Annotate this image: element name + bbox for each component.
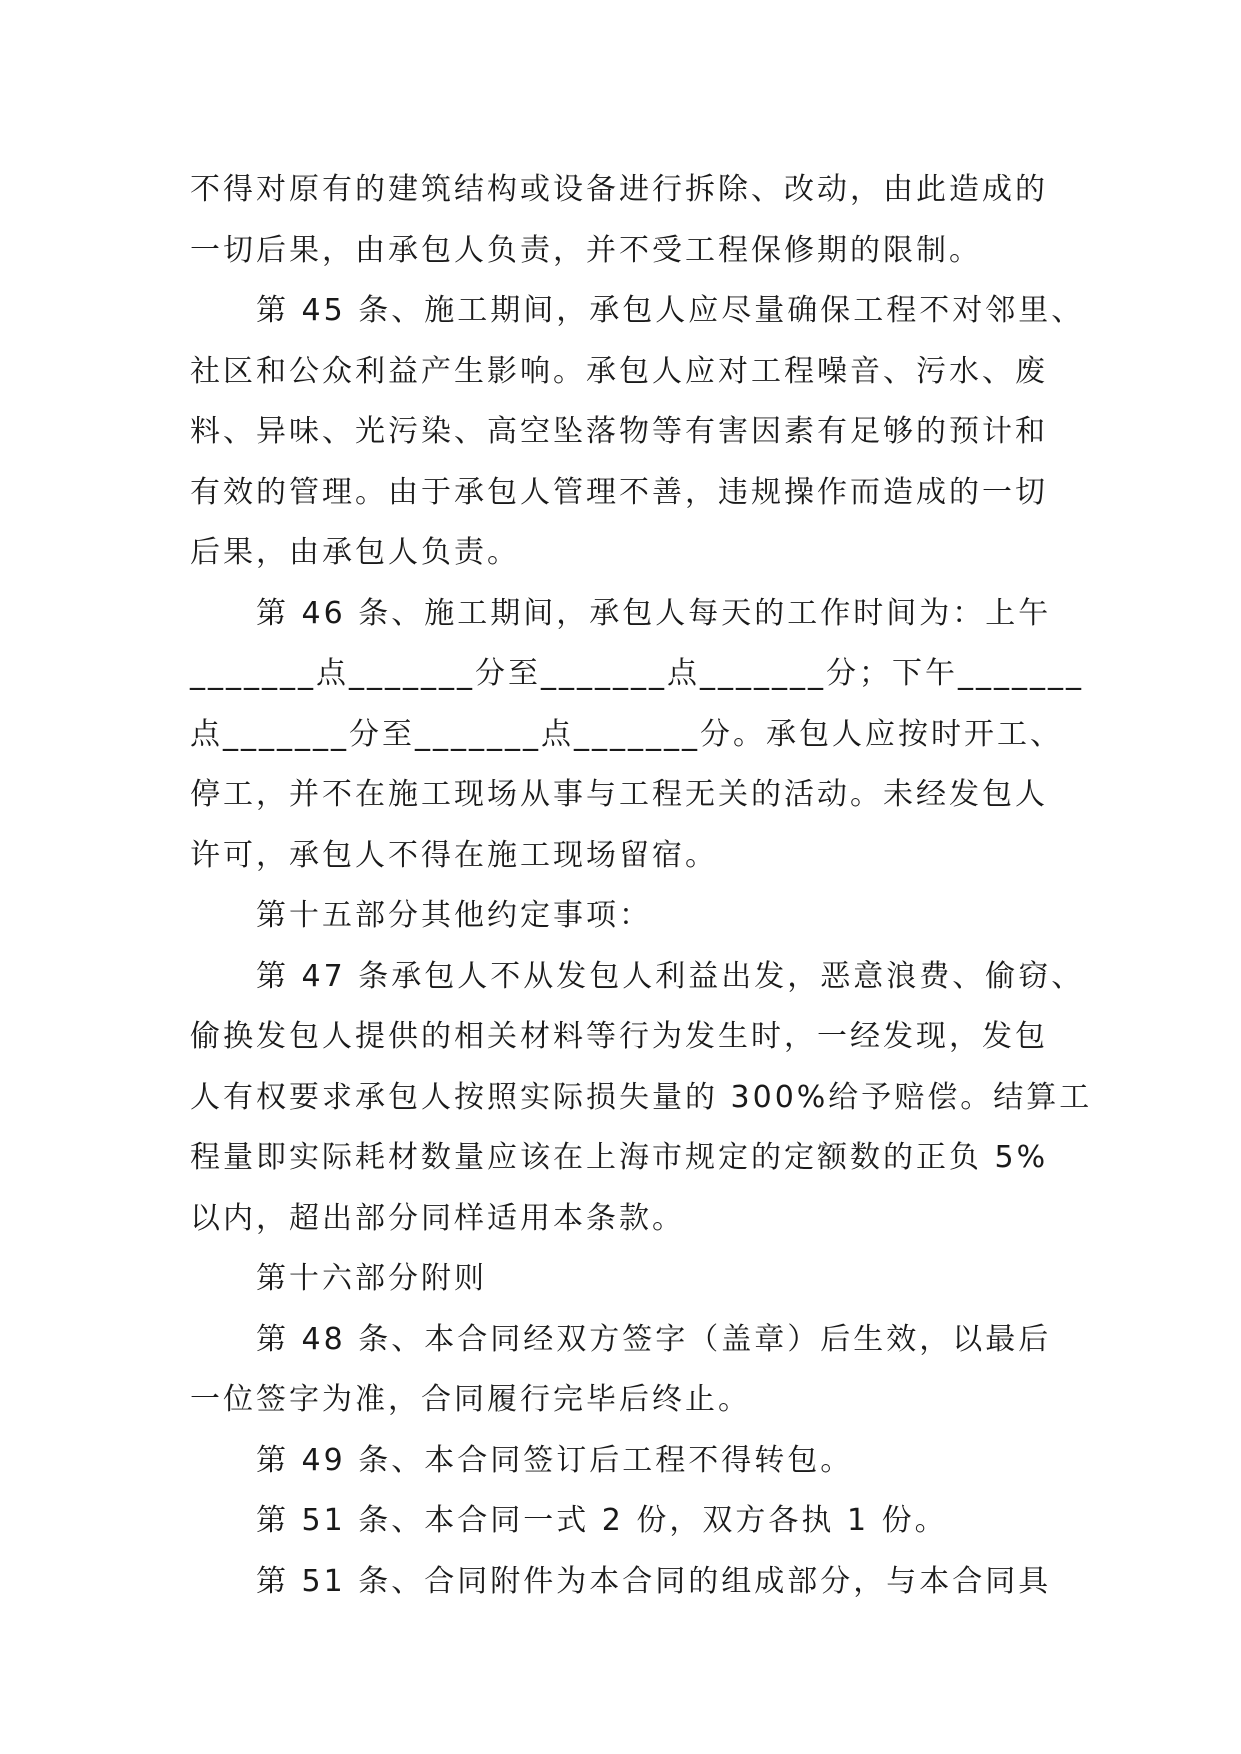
text-line: _______点_______分至_______点_______分；下午_______ xyxy=(190,656,1084,691)
article-48-line: 第 48 条、本合同经双方签字（盖章）后生效，以最后 xyxy=(256,1321,1052,1357)
text-line: 社区和公众利益产生影响。承包人应对工程噪音、污水、废 xyxy=(190,353,1048,389)
text-line: 以内，超出部分同样适用本条款。 xyxy=(190,1200,685,1236)
text-line: 不得对原有的建筑结构或设备进行拆除、改动，由此造成的 xyxy=(190,172,1048,207)
text-line: 停工，并不在施工现场从事与工程无关的活动。未经发包人 xyxy=(190,777,1048,812)
text-line: 一位签字为准，合同履行完毕后终止。 xyxy=(190,1382,751,1417)
article-47-line: 第 47 条承包人不从发包人利益出发，恶意浪费、偷窃、 xyxy=(256,958,1085,994)
text-line: 人有权要求承包人按照实际损失量的 300%给予赔偿。结算工 xyxy=(190,1079,1093,1115)
section-15-heading: 第十五部分其他约定事项： xyxy=(256,898,652,933)
text-line: 后果，由承包人负责。 xyxy=(190,535,520,570)
article-46-line: 第 46 条、施工期间，承包人每天的工作时间为：上午 xyxy=(256,595,1052,631)
text-line: 程量即实际耗材数量应该在上海市规定的定额数的正负 5% xyxy=(190,1140,1049,1175)
text-line: 料、异味、光污染、高空坠落物等有害因素有足够的预计和 xyxy=(190,414,1048,449)
document-body xyxy=(190,160,1093,1612)
text-line: 一切后果，由承包人负责，并不受工程保修期的限制。 xyxy=(190,232,982,268)
article-49-line: 第 49 条、本合同签订后工程不得转包。 xyxy=(256,1442,854,1478)
text-line: 许可，承包人不得在施工现场留宿。 xyxy=(190,837,718,873)
text-line: 有效的管理。由于承包人管理不善，违规操作而造成的一切 xyxy=(190,474,1048,510)
section-16-heading: 第十六部分附则 xyxy=(256,1261,487,1296)
article-51b-line: 第 51 条、合同附件为本合同的组成部分，与本合同具 xyxy=(256,1563,1052,1599)
text-line: 偷换发包人提供的相关材料等行为发生时，一经发现，发包 xyxy=(190,1019,1048,1054)
article-45-line: 第 45 条、施工期间，承包人应尽量确保工程不对邻里、 xyxy=(256,293,1085,328)
article-51-line: 第 51 条、本合同一式 2 份，双方各执 1 份。 xyxy=(256,1503,948,1538)
text-line: 点_______分至_______点_______分。承包人应按时开工、 xyxy=(190,716,1063,752)
